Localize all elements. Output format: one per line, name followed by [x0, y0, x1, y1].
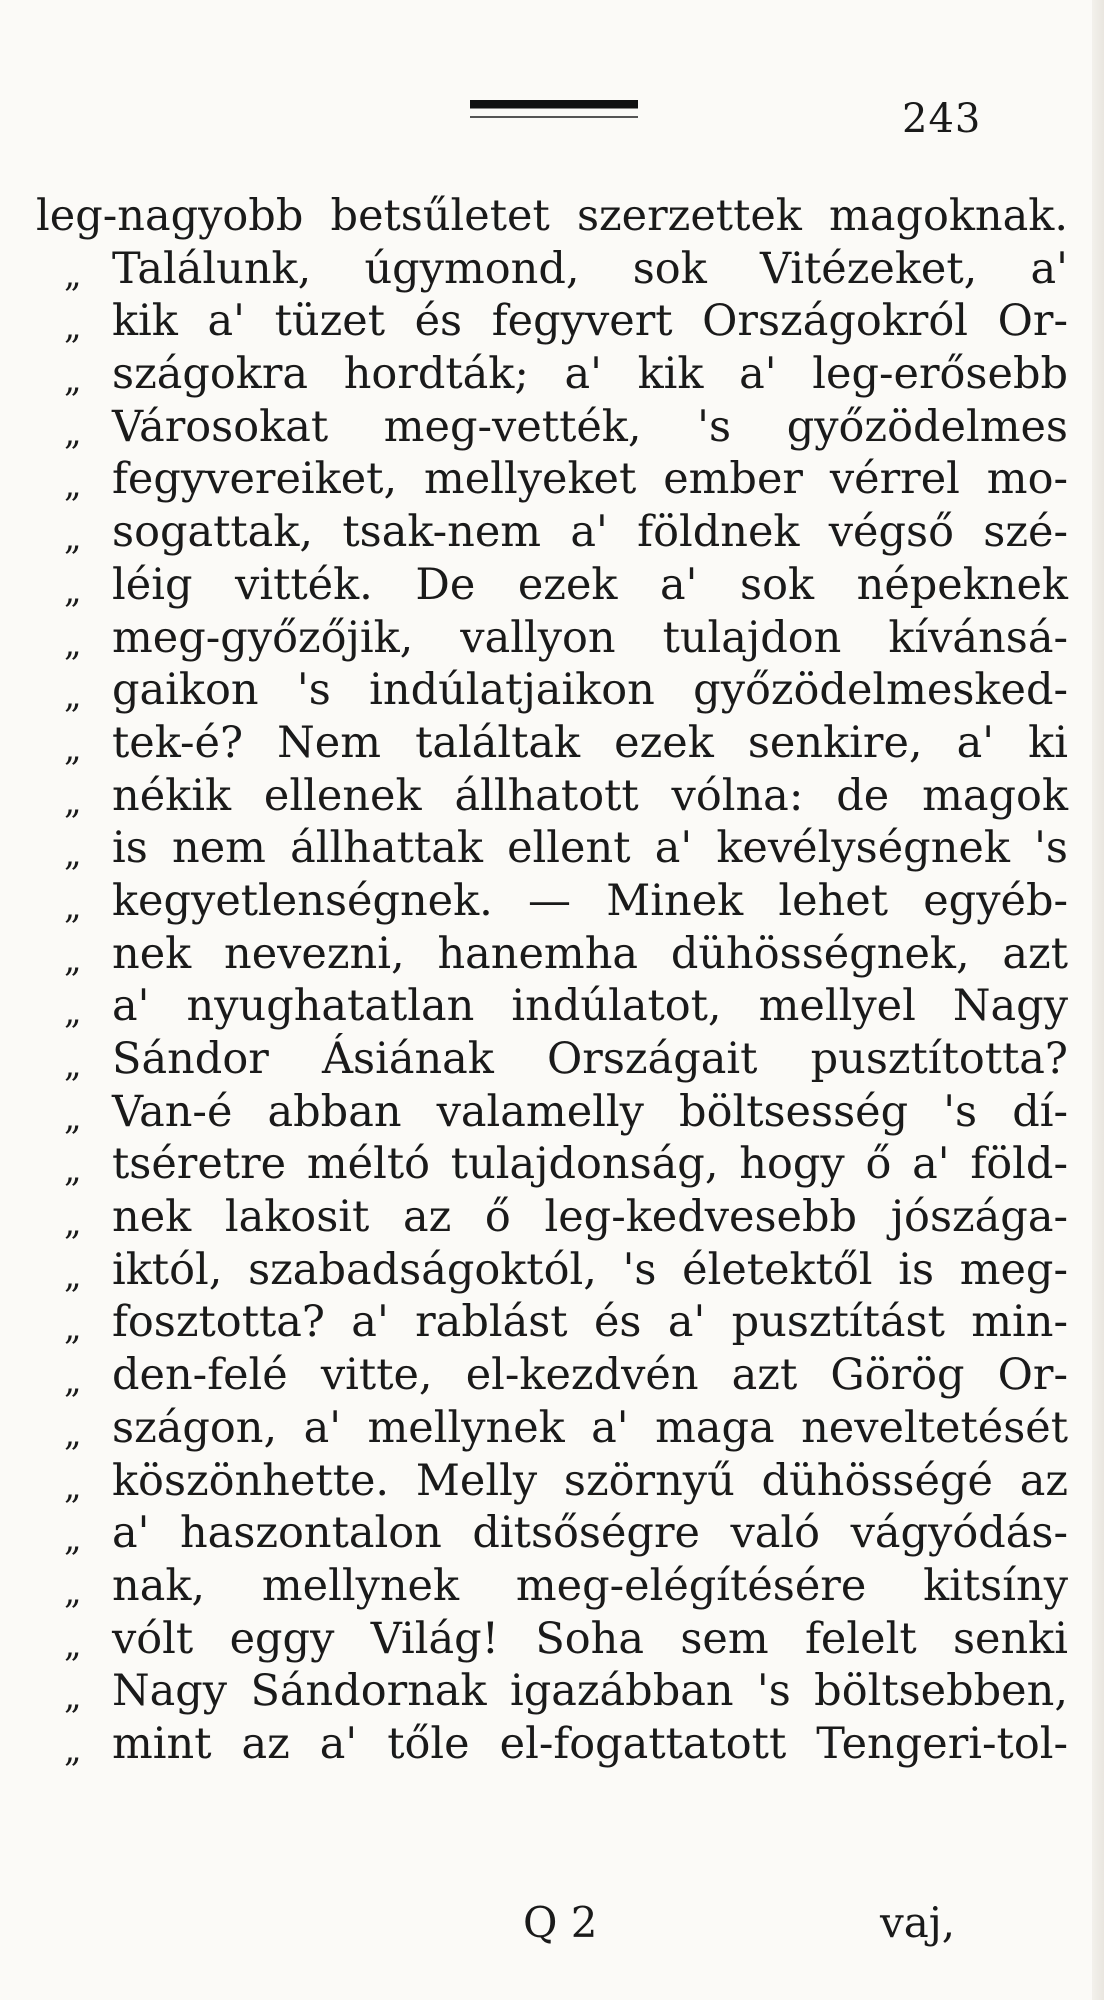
text-line	[0, 1191, 1104, 1244]
text-line	[0, 348, 1104, 401]
line-text: mint az a' tőle el-fogattatott Tengeri-tol-	[112, 1718, 1068, 1769]
quotation-mark: „	[64, 1045, 82, 1085]
line-text: meg-győzőjik, vallyon tulajdon kívánsá-	[112, 612, 1068, 663]
text-line	[0, 980, 1104, 1033]
quotation-mark: „	[64, 834, 82, 875]
text-line	[0, 1613, 1104, 1666]
text-line-first	[0, 190, 1104, 243]
line-text: Nagy Sándornak igazábban 's böltsebben,	[112, 1666, 1068, 1717]
line-text: szágon, a' mellynek a' maga neveltetését	[112, 1402, 1068, 1453]
line-text: nékik ellenek állhatott vólna: de magok	[112, 770, 1068, 821]
text-line	[0, 1718, 1104, 1771]
text-line	[0, 1349, 1104, 1402]
quotation-mark: „	[64, 1519, 82, 1560]
line-text: nek nevezni, hanemha dühösségnek, azt	[112, 928, 1068, 979]
text-line	[0, 928, 1104, 981]
header-rule	[470, 100, 638, 114]
text-line	[0, 243, 1104, 296]
line-text: Városokat meg-vették, 's győzödelmes	[112, 401, 1068, 452]
line-text: fegyvereiket, mellyeket ember vérrel mo-	[112, 454, 1068, 505]
line-text: tséretre méltó tulajdonság, hogy ő a' föld-	[112, 1139, 1068, 1190]
line-text: léig vitték. De ezek a' sok népeknek	[112, 559, 1068, 610]
text-line	[0, 506, 1104, 559]
quotation-mark: „	[64, 570, 82, 611]
line-text: nak, mellynek meg-elégítésére kitsíny	[112, 1560, 1068, 1611]
quotation-mark: „	[64, 1466, 82, 1507]
quotation-mark: „	[64, 623, 82, 664]
quotation-mark: „	[64, 1571, 82, 1612]
line-text: den-felé vitte, el-kezdvén azt Görög Or-	[112, 1350, 1068, 1401]
quotation-mark: „	[64, 254, 82, 295]
quotation-mark: „	[64, 360, 82, 401]
line-text: fosztotta? a' rablást és a' pusztítást min-	[112, 1297, 1068, 1348]
quotation-mark: „	[64, 518, 82, 559]
line-text: köszönhette. Melly szörnyű dühösségé az	[112, 1455, 1068, 1506]
text-line	[0, 875, 1104, 928]
line-text: a' haszontalon ditsőségre való vágyódás-	[112, 1508, 1068, 1559]
text-line	[0, 559, 1104, 612]
text-line	[0, 1665, 1104, 1718]
line-text: Találunk, úgymond, sok Vitézeket, a'	[112, 243, 1068, 294]
text-line	[0, 1244, 1104, 1297]
line-text: a' nyughatatlan indúlatot, mellyel Nagy	[112, 981, 1068, 1032]
text-line	[0, 770, 1104, 823]
quotation-mark: „	[64, 992, 82, 1033]
line-text: iktól, szabadságoktól, 's életektől is meg-	[112, 1244, 1068, 1295]
quotation-mark: „	[64, 1255, 82, 1296]
line-text: szágokra hordták; a' kik a' leg-erősebb	[112, 349, 1068, 400]
line-text: nek lakosit az ő leg-kedvesebb jószága-	[112, 1192, 1068, 1243]
page-footer	[0, 1898, 1104, 1958]
quotation-mark: „	[64, 886, 82, 927]
line-text: sogattak, tsak-nem a' földnek végső szé-	[112, 507, 1068, 558]
text-line	[0, 717, 1104, 770]
quotation-mark: „	[64, 1308, 82, 1349]
line-text: vólt eggy Világ! Soha sem felelt senki	[112, 1613, 1068, 1664]
quotation-mark: „	[64, 1729, 82, 1770]
quotation-mark: „	[64, 781, 82, 822]
text-line	[0, 1296, 1104, 1349]
line-text: Sándor Ásiának Országait pusztította?	[112, 1034, 1068, 1084]
quotation-mark: „	[64, 1624, 82, 1665]
line-text: kik a' tüzet és fegyvert Országokról Or-	[112, 296, 1068, 347]
line-text: leg-nagyobb betsűletet szerzettek magoknak.	[36, 191, 1068, 241]
catchword: vaj,	[880, 1898, 956, 1947]
quotation-mark: „	[64, 307, 82, 348]
text-line	[0, 612, 1104, 665]
text-line	[0, 1086, 1104, 1139]
text-line	[0, 401, 1104, 454]
quotation-mark: „	[64, 1203, 82, 1244]
line-text: tek-é? Nem találtak ezek senkire, a' ki	[112, 717, 1068, 768]
line-text: is nem állhattak ellent a' kevélységnek 's	[112, 823, 1068, 874]
text-line	[0, 1455, 1104, 1508]
text-line	[0, 1507, 1104, 1560]
quotation-mark: „	[64, 728, 82, 769]
text-line	[0, 1138, 1104, 1191]
signature-mark: Q 2	[523, 1898, 598, 1947]
text-line	[0, 1560, 1104, 1613]
text-block	[0, 190, 1104, 1771]
quotation-mark: „	[64, 1677, 82, 1718]
line-text: gaikon 's indúlatjaikon győzödelmesked-	[112, 665, 1068, 716]
text-line	[0, 295, 1104, 348]
quotation-mark: „	[64, 1097, 82, 1138]
quotation-mark: „	[64, 1361, 82, 1402]
line-text: Van-é abban valamelly böltsesség 's dí-	[112, 1086, 1068, 1137]
quotation-mark: „	[64, 1150, 82, 1191]
text-line	[0, 664, 1104, 717]
text-line	[0, 453, 1104, 506]
quotation-mark: „	[64, 1413, 82, 1454]
text-line	[0, 822, 1104, 875]
text-line	[0, 1033, 1104, 1086]
quotation-mark: „	[64, 465, 82, 506]
line-text: kegyetlenségnek. — Minek lehet egyéb-	[112, 875, 1068, 926]
quotation-mark: „	[64, 939, 82, 980]
page-number: 243	[902, 96, 982, 142]
text-line	[0, 1402, 1104, 1455]
quotation-mark: „	[64, 676, 82, 717]
quotation-mark: „	[64, 412, 82, 453]
